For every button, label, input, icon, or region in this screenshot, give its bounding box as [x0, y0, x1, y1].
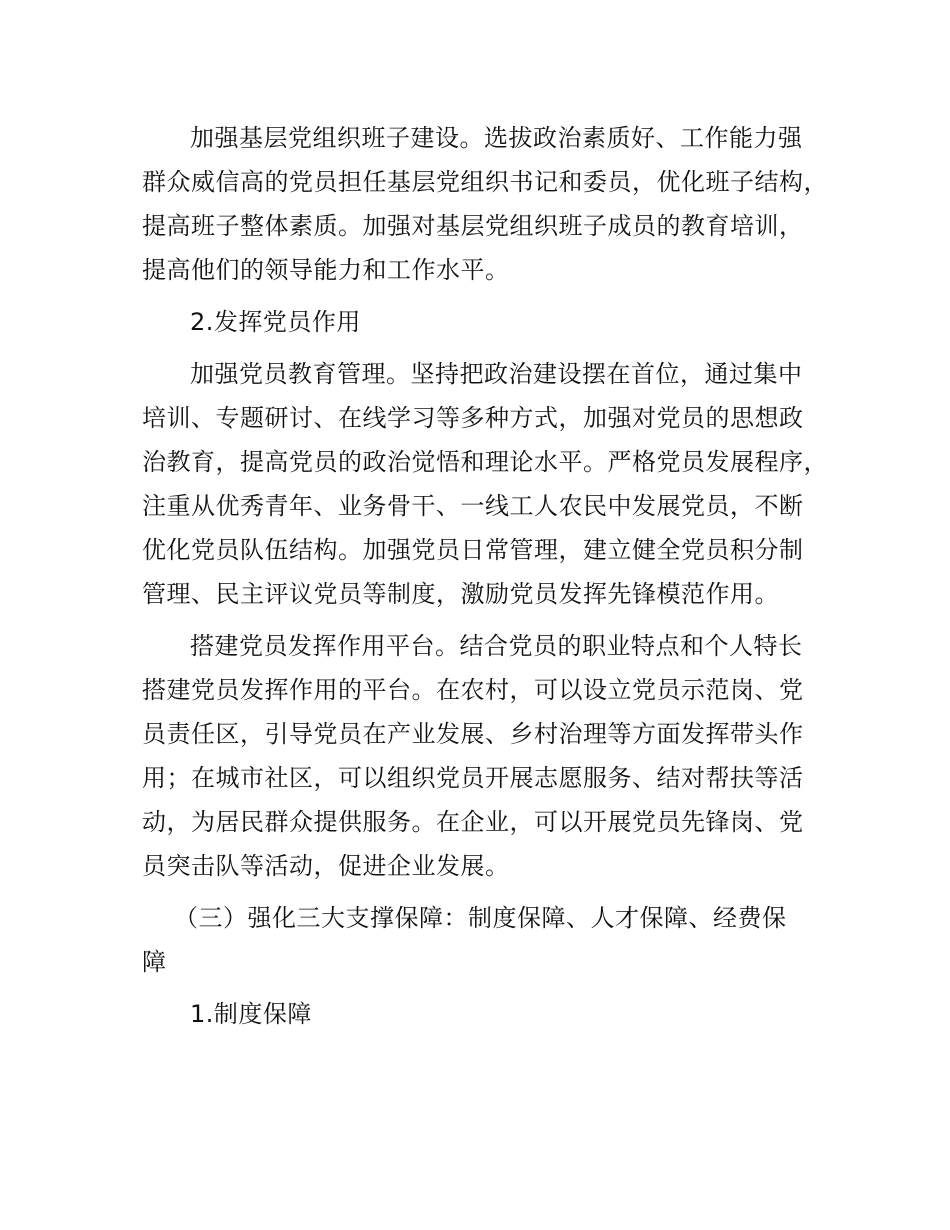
section-heading-3-line-1: （三）强化三大支撑保障：制度保障、人才保障、经费保	[174, 904, 787, 932]
paragraph-3-line-5: 动，为居民群众提供服务。在企业，可以开展党员先锋岗、党	[142, 808, 804, 836]
paragraph-3-line-3: 员责任区，引导党员在产业发展、乡村治理等方面发挥带头作	[142, 720, 804, 748]
section-heading-2: 2.发挥党员作用	[190, 308, 361, 336]
paragraph-2-line-6: 管理、民主评议党员等制度，激励党员发挥先锋模范作用。	[142, 580, 779, 608]
paragraph-2-line-4: 注重从优秀青年、业务骨干、一线工人农民中发展党员，不断	[142, 492, 804, 520]
paragraph-3-line-6: 员突击队等活动，促进企业发展。	[142, 852, 510, 880]
section-heading-3-line-2: 障	[142, 948, 167, 976]
paragraph-1-line-1: 加强基层党组织班子建设。选拔政治素质好、工作能力强	[190, 124, 803, 152]
paragraph-2-line-5: 优化党员队伍结构。加强党员日常管理，建立健全党员积分制	[142, 536, 804, 564]
paragraph-1-line-2: 群众威信高的党员担任基层党组织书记和委员，优化班子结构，	[142, 168, 828, 196]
subsection-heading-1: 1.制度保障	[190, 1000, 312, 1028]
paragraph-2-line-3: 治教育，提高党员的政治觉悟和理论水平。严格党员发展程序，	[142, 448, 828, 476]
paragraph-1-line-3: 提高班子整体素质。加强对基层党组织班子成员的教育培训，	[142, 212, 804, 240]
paragraph-3-line-2: 搭建党员发挥作用的平台。在农村，可以设立党员示范岗、党	[142, 676, 804, 704]
paragraph-3-line-1: 搭建党员发挥作用平台。结合党员的职业特点和个人特长	[190, 632, 803, 660]
paragraph-2-line-2: 培训、专题研讨、在线学习等多种方式，加强对党员的思想政	[142, 404, 804, 432]
paragraph-2-line-1: 加强党员教育管理。坚持把政治建设摆在首位，通过集中	[190, 360, 803, 388]
paragraph-3-line-4: 用；在城市社区，可以组织党员开展志愿服务、结对帮扶等活	[142, 764, 804, 792]
paragraph-1-line-4: 提高他们的领导能力和工作水平。	[142, 256, 510, 284]
